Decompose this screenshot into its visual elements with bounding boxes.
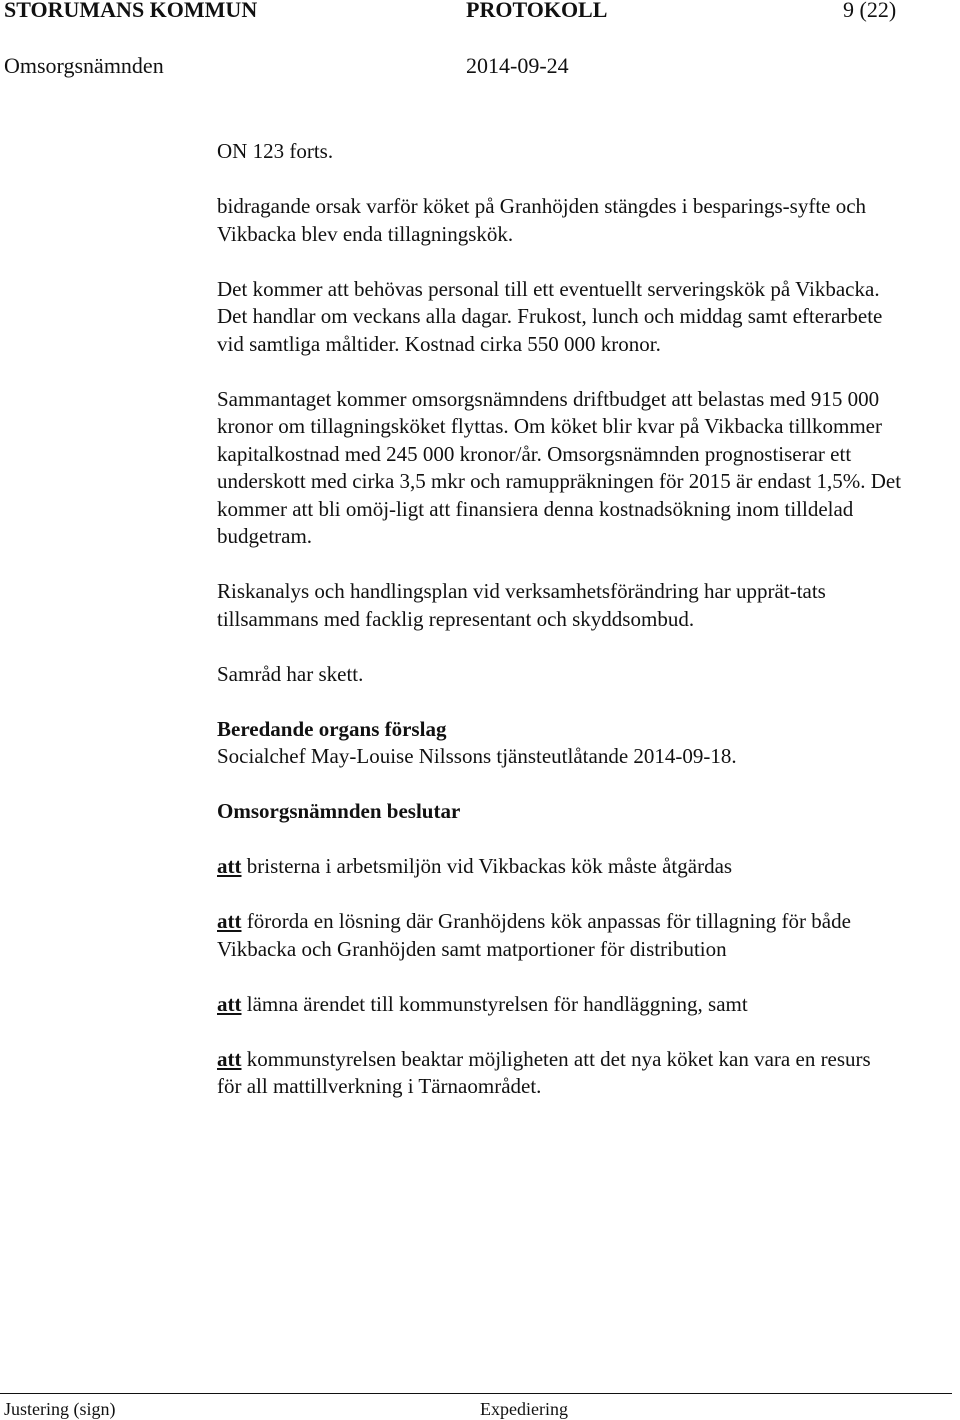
- municipality-name: STORUMANS KOMMUN: [4, 0, 258, 22]
- paragraph-risk-analysis: Riskanalys och handlingsplan vid verksamhetsförändring har upprät-tats tillsammans med facklig representant och skyddsombud.: [217, 579, 826, 631]
- footer-divider: [0, 1393, 952, 1394]
- decision-keyword: att: [217, 991, 242, 1016]
- paragraph-consultation: Samråd har skett.: [217, 661, 364, 686]
- meeting-date: 2014-09-24: [466, 53, 569, 78]
- paragraph-budget-impact: Sammantaget kommer omsorgsnämndens driftbudget att belastas med 915 000 kronor om tillagningsköket flyttas. Om köket blir kvar på Vikbacka tillkommer kapitalkostnad med 245 000 kronor/år. Omsorgsnämnden prognostiserar ett underskott med cirka 3,5 mkr och ramuppräkningen för 2015 är endast 1,5%. Det kommer att bli omöj-ligt att finansiera denna kostnadsökning inom tilldelad budgetram.: [217, 386, 902, 548]
- decision-text: kommunstyrelsen beaktar möjligheten att det nya köket kan vara en resurs för all mattillverkning i Tärnaområdet.: [217, 1046, 871, 1098]
- decision-text: lämna ärendet till kommunstyrelsen för handläggning, samt: [246, 991, 748, 1016]
- decision-keyword: att: [217, 909, 242, 933]
- decision-item: [217, 908, 907, 963]
- decision-item: [217, 853, 907, 881]
- section-reference: ON 123 forts.: [217, 139, 334, 163]
- decision-item: [217, 1046, 887, 1101]
- page-number: 9 (22): [843, 0, 897, 22]
- decision-keyword: att: [217, 1046, 242, 1071]
- document-type: PROTOKOLL: [466, 0, 608, 22]
- paragraph-closure-reason: bidragande orsak varför köket på Granhöjden stängdes i besparings-syfte och Vikbacka blev enda tillagningskök.: [217, 194, 867, 246]
- decision-text: bristerna i arbetsmiljön vid Vikbackas kök måste åtgärdas: [246, 854, 733, 878]
- justering-label: Justering (sign): [4, 1399, 116, 1419]
- minutes-body: [217, 138, 907, 1101]
- proposal-heading: Beredande organs förslag: [217, 716, 447, 741]
- proposal-text: Socialchef May-Louise Nilssons tjänsteutlåtande 2014-09-18.: [217, 744, 737, 768]
- decision-item: [217, 991, 907, 1019]
- paragraph-staffing-cost: Det kommer att behövas personal till ett eventuellt serveringskök på Vikbacka. Det handlar om veckans alla dagar. Frukost, lunch och middag samt efterarbete vid samtliga måltider. Kostnad cirka 550 000 kronor.: [217, 276, 883, 356]
- decision-heading: Omsorgsnämnden beslutar: [217, 799, 461, 823]
- expediering-label: Expediering: [480, 1399, 568, 1419]
- decision-keyword: att: [217, 854, 242, 878]
- committee-name: Omsorgsnämnden: [4, 53, 164, 78]
- decision-text: förorda en lösning där Granhöjdens kök anpassas för tillagning för både Vikbacka och Granhöjden samt matportioner för distribution: [217, 909, 851, 961]
